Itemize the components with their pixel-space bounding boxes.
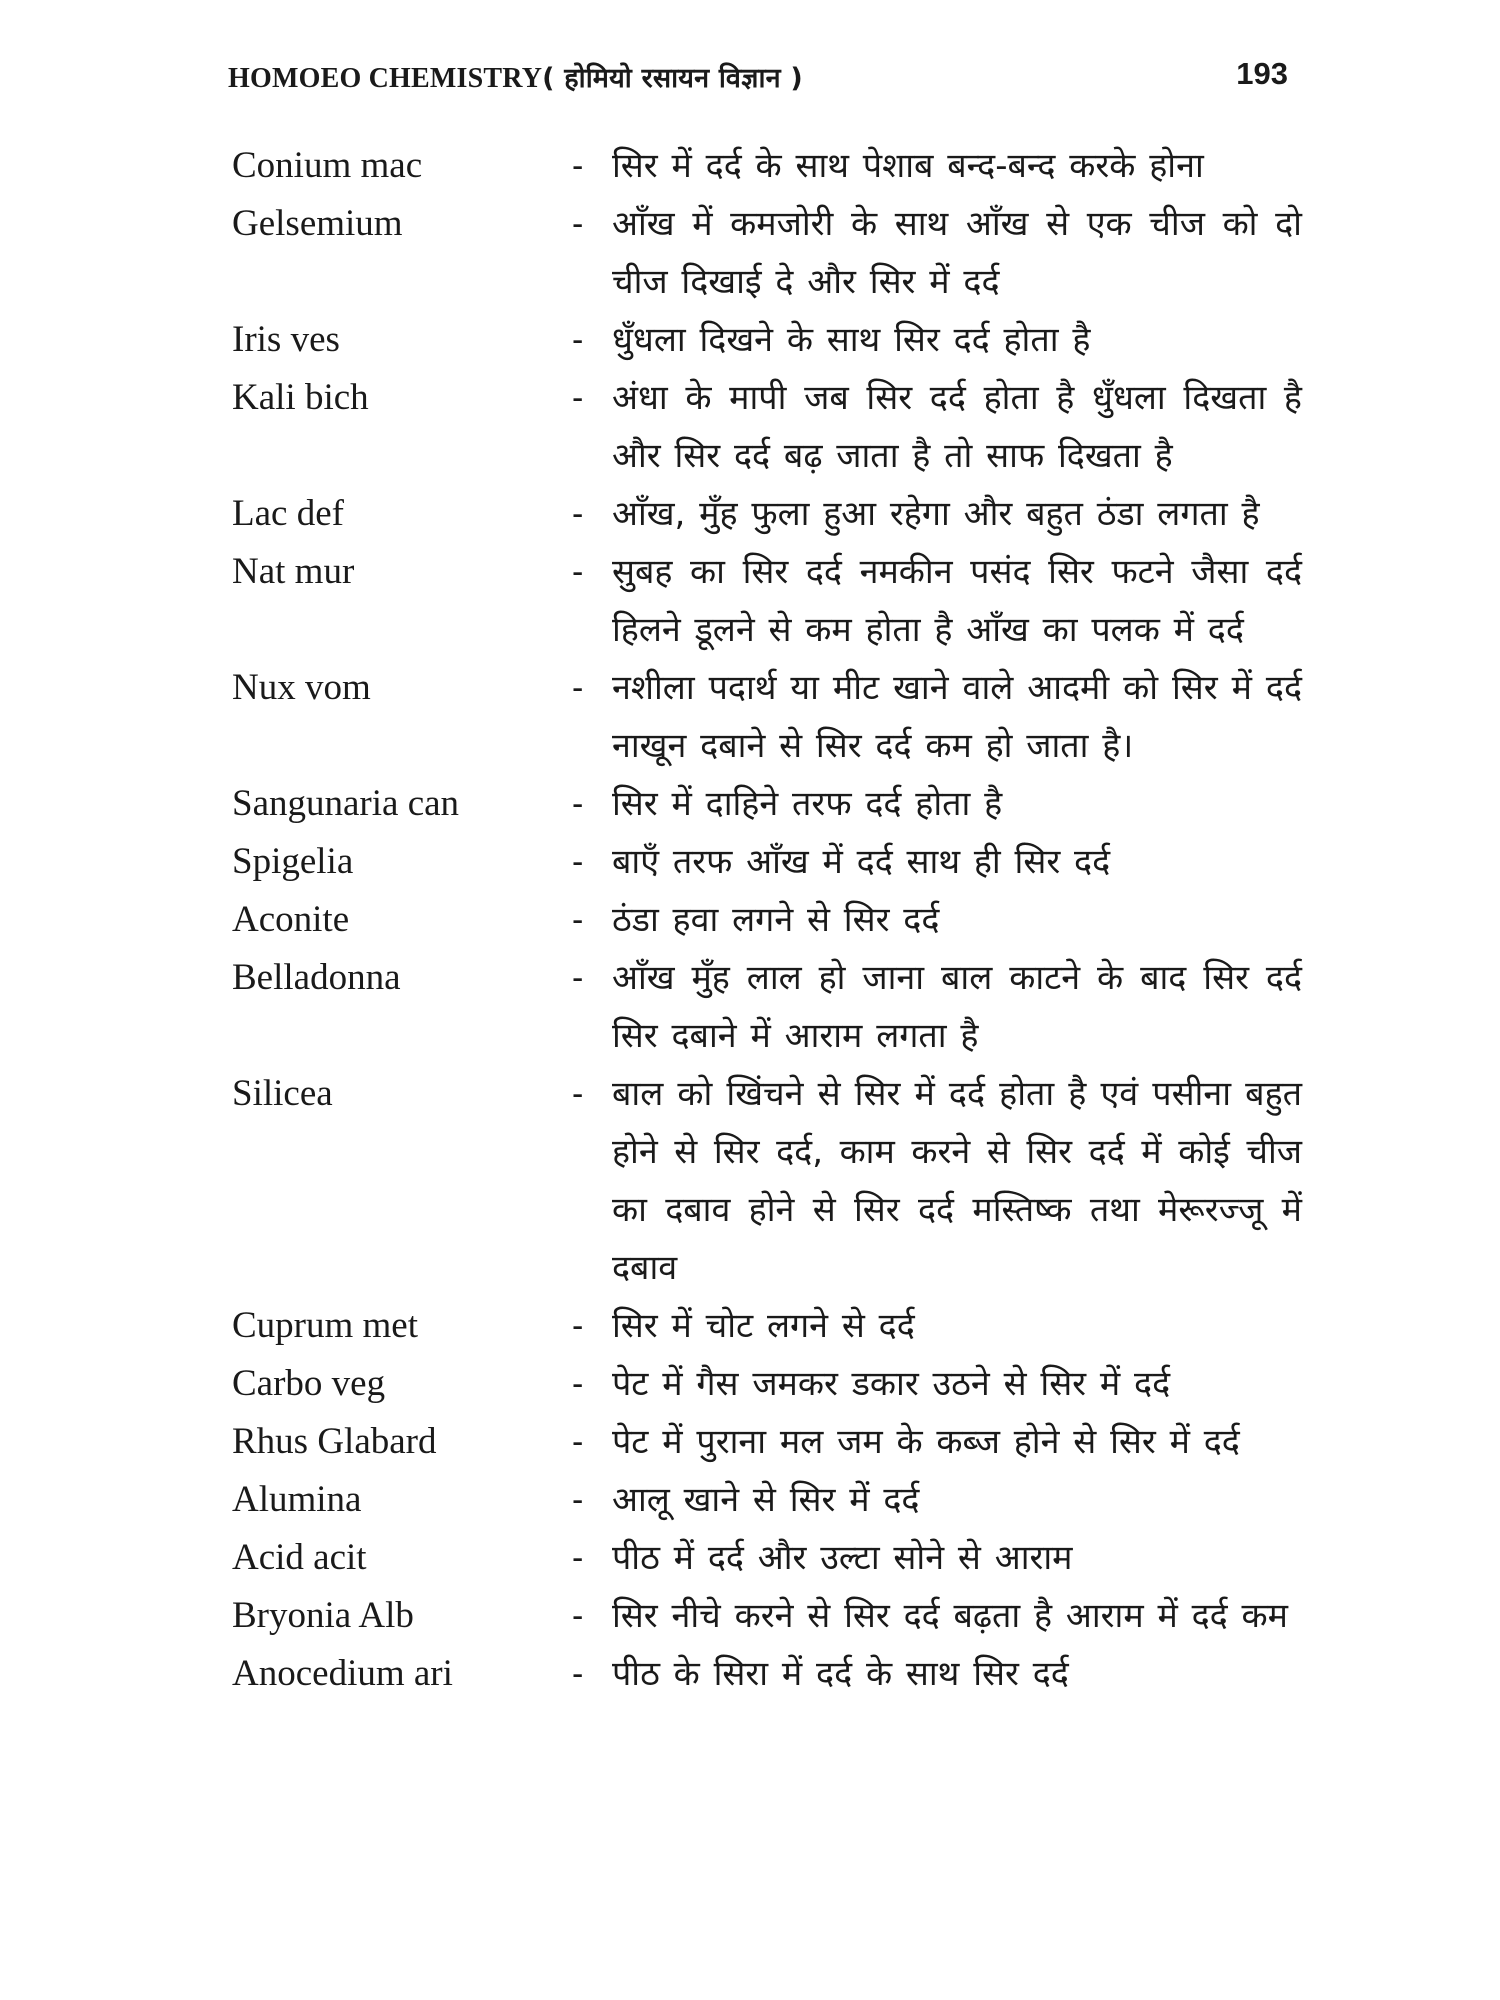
remedy-entry xyxy=(232,1529,1302,1587)
remedy-name: Lac def xyxy=(232,493,344,534)
remedy-description: आँख मुँह लाल हो जाना बाल काटने के बाद सिर दर्द सिर दबाने में आराम लगता है xyxy=(612,958,1302,1056)
entry-dash: - xyxy=(572,1655,584,1693)
remedy-description: अंधा के मापी जब सिर दर्द होता है धुँधला दिखता है और सिर दर्द बढ़ जाता है तो साफ दिखता है xyxy=(612,378,1302,476)
remedy-description: सिर नीचे करने से सिर दर्द बढ़ता है आराम में दर्द कम xyxy=(612,1596,1288,1636)
entry-dash: - xyxy=(572,1307,584,1345)
remedy-entry xyxy=(232,311,1302,369)
remedy-entry xyxy=(232,137,1302,195)
entry-dash: - xyxy=(572,1075,584,1113)
remedy-name: Bryonia Alb xyxy=(232,1595,414,1636)
remedy-name: Iris ves xyxy=(232,319,340,360)
remedy-entry xyxy=(232,949,1302,1065)
remedy-name: Aconite xyxy=(232,899,350,940)
entry-dash: - xyxy=(572,147,584,185)
remedy-description: ठंडा हवा लगने से सिर दर्द xyxy=(612,900,940,940)
remedy-description: पीठ के सिरा में दर्द के साथ सिर दर्द xyxy=(612,1654,1069,1694)
remedy-description: आलू खाने से सिर में दर्द xyxy=(612,1480,920,1520)
entry-dash: - xyxy=(572,785,584,823)
running-header xyxy=(228,52,1288,102)
remedy-entry xyxy=(232,485,1302,543)
entry-dash: - xyxy=(572,1597,584,1635)
header-title-english: HOMOEO CHEMISTRY xyxy=(228,63,543,94)
remedy-description: सिर में चोट लगने से दर्द xyxy=(612,1306,915,1346)
remedy-entry xyxy=(232,1413,1302,1471)
remedy-name: Cuprum met xyxy=(232,1305,419,1346)
entry-dash: - xyxy=(572,669,584,707)
entry-dash: - xyxy=(572,959,584,997)
remedy-entry xyxy=(232,369,1302,485)
remedy-name: Carbo veg xyxy=(232,1363,386,1404)
remedy-name: Belladonna xyxy=(232,957,401,998)
remedy-description: आँख, मुँह फुला हुआ रहेगा और बहुत ठंडा लगता है xyxy=(612,494,1260,534)
remedy-name: Gelsemium xyxy=(232,203,403,244)
remedy-description: पेट में गैस जमकर डकार उठने से सिर में दर्द xyxy=(612,1364,1171,1404)
remedy-entry xyxy=(232,1065,1302,1297)
remedy-entry xyxy=(232,891,1302,949)
remedy-entry xyxy=(232,659,1302,775)
remedy-description: बाल को खिंचने से सिर में दर्द होता है एवं पसीना बहुत होने से सिर दर्द, काम करने से सिर दर्द में कोई चीज का दबाव होने से सिर दर्द मस्तिष्क तथा मेरूरज्जू में दबाव xyxy=(612,1074,1302,1288)
remedy-name: Silicea xyxy=(232,1073,333,1114)
remedy-entry xyxy=(232,1587,1302,1645)
entry-dash: - xyxy=(572,1365,584,1403)
remedy-description: आँख में कमजोरी के साथ आँख से एक चीज को दो चीज दिखाई दे और सिर में दर्द xyxy=(612,204,1302,302)
remedy-entry xyxy=(232,833,1302,891)
page-number: 193 xyxy=(1236,56,1288,91)
remedy-name: Nat mur xyxy=(232,551,355,592)
remedy-name: Alumina xyxy=(232,1479,362,1520)
remedy-entry xyxy=(232,775,1302,833)
entry-dash: - xyxy=(572,379,584,417)
remedy-description: धुँधला दिखने के साथ सिर दर्द होता है xyxy=(612,320,1091,360)
entry-dash: - xyxy=(572,321,584,359)
entry-dash: - xyxy=(572,843,584,881)
header-title xyxy=(228,58,803,95)
entry-dash: - xyxy=(572,205,584,243)
remedy-entry xyxy=(232,1355,1302,1413)
remedy-description: पीठ में दर्द और उल्टा सोने से आराम xyxy=(612,1538,1073,1578)
remedy-entry xyxy=(232,1645,1302,1703)
remedy-description: सिर में दर्द के साथ पेशाब बन्द-बन्द करके होना xyxy=(612,146,1204,186)
remedy-name: Acid acit xyxy=(232,1537,367,1578)
entry-dash: - xyxy=(572,1539,584,1577)
remedy-name: Kali bich xyxy=(232,377,369,418)
remedy-description: सिर में दाहिने तरफ दर्द होता है xyxy=(612,784,1003,824)
entry-dash: - xyxy=(572,1481,584,1519)
entry-dash: - xyxy=(572,901,584,939)
remedy-name: Sangunaria can xyxy=(232,783,460,824)
remedy-name: Nux vom xyxy=(232,667,371,708)
remedy-entry xyxy=(232,195,1302,311)
remedy-name: Anocedium ari xyxy=(232,1653,453,1694)
remedy-list xyxy=(232,137,1302,1703)
entry-dash: - xyxy=(572,553,584,591)
entry-dash: - xyxy=(572,495,584,533)
remedy-entry xyxy=(232,543,1302,659)
remedy-name: Conium mac xyxy=(232,145,423,186)
remedy-description: बाएँ तरफ आँख में दर्द साथ ही सिर दर्द xyxy=(612,842,1111,882)
remedy-entry xyxy=(232,1471,1302,1529)
entry-dash: - xyxy=(572,1423,584,1461)
header-title-hindi: ( होमियो रसायन विज्ञान ) xyxy=(542,63,803,94)
remedy-entry xyxy=(232,1297,1302,1355)
remedy-description: सुबह का सिर दर्द नमकीन पसंद सिर फटने जैसा दर्द हिलने डूलने से कम होता है आँख का पलक में दर्द xyxy=(612,552,1302,650)
remedy-description: पेट में पुराना मल जम के कब्ज होने से सिर में दर्द xyxy=(612,1422,1240,1462)
remedy-name: Rhus Glabard xyxy=(232,1421,437,1462)
remedy-description: नशीला पदार्थ या मीट खाने वाले आदमी को सिर में दर्द नाखून दबाने से सिर दर्द कम हो जाता है। xyxy=(612,668,1302,766)
remedy-name: Spigelia xyxy=(232,841,354,882)
